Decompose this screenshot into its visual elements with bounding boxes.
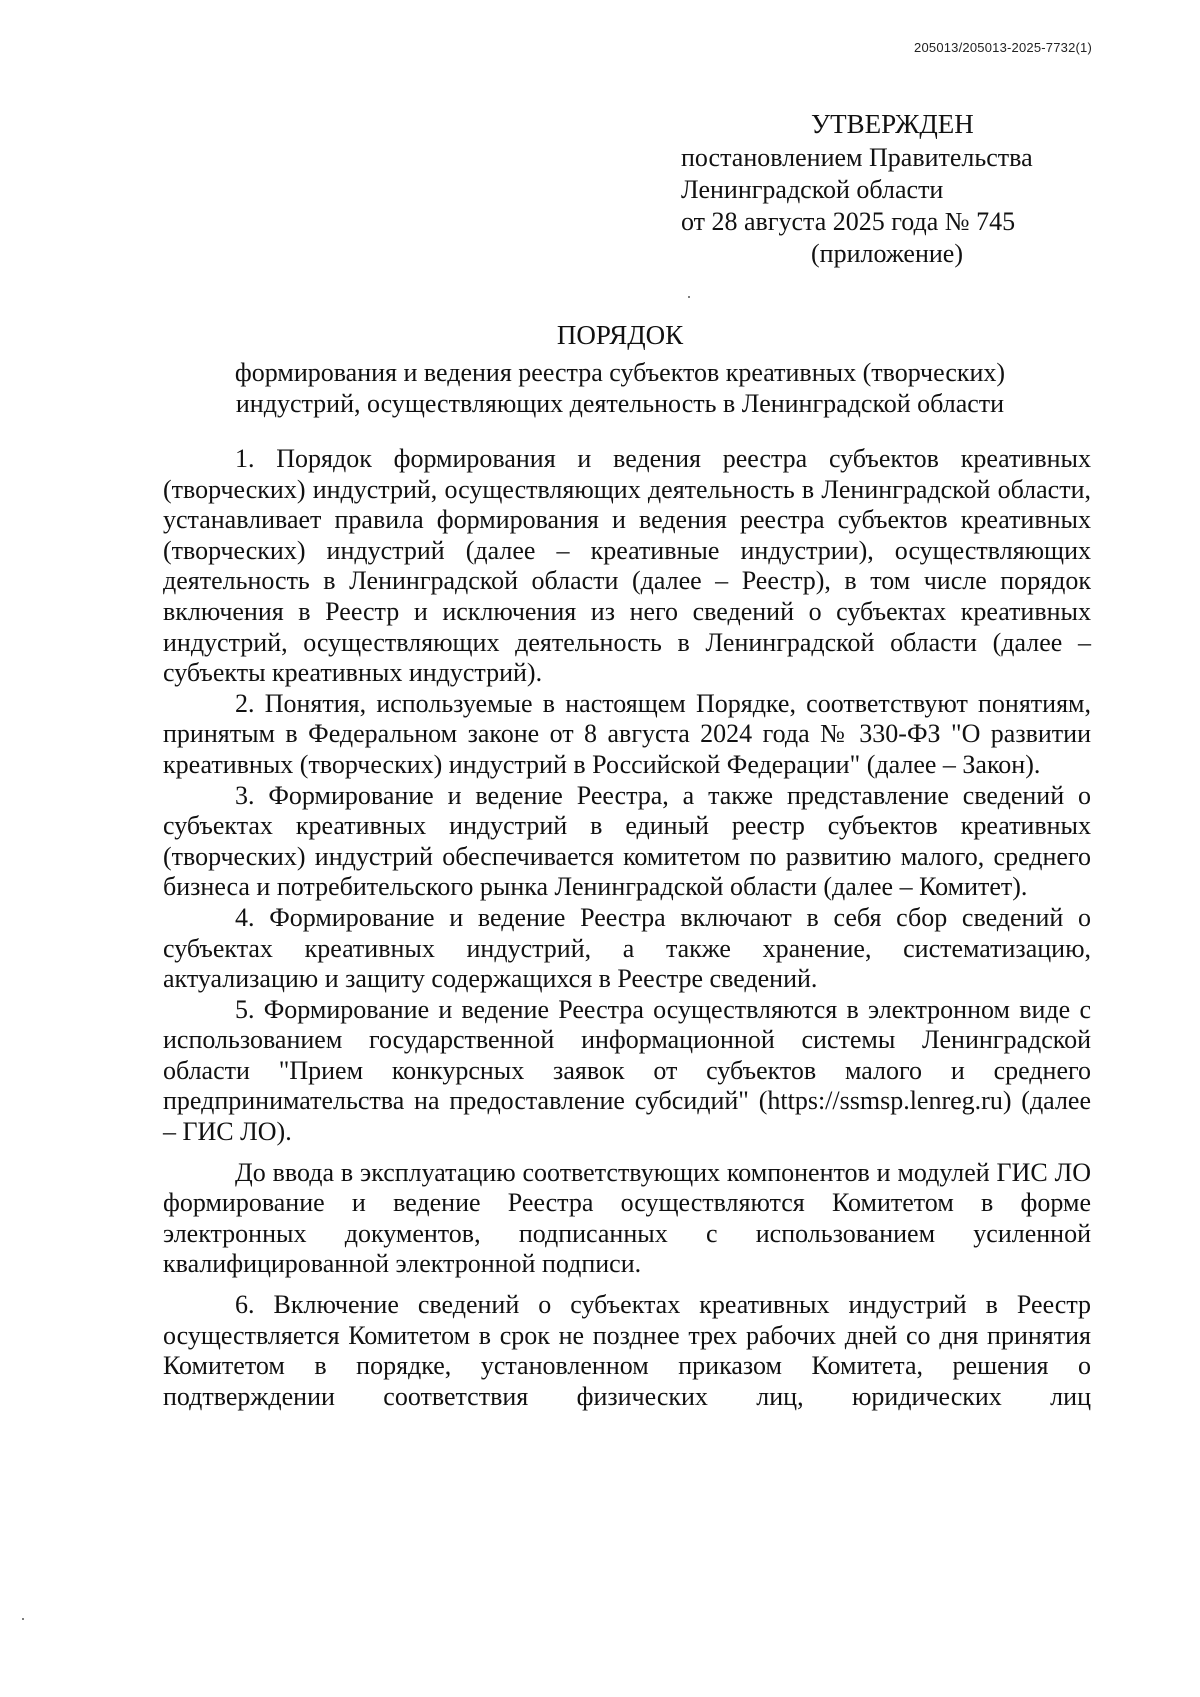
paragraph-5: 5. Формирование и ведение Реестра осуществляются в электронном виде с использованием государственной информационной системы Ленинградской области "Прием конкурсных заявок от субъектов малого и среднего предпринимательства на предоставление субсидий" (https://ssmsp.lenreg.ru) (далее – ГИС ЛО).	[163, 994, 1091, 1147]
approval-block	[681, 108, 1111, 270]
paragraph-4: 4. Формирование и ведение Реестра включают в себя сбор сведений о субъектах креативных индустрий, а также хранение, систематизацию, актуализацию и защиту содержащихся в Реестре сведений.	[163, 902, 1091, 994]
document-body	[163, 444, 1091, 1412]
paragraph-5-continued: До ввода в эксплуатацию соответствующих компонентов и модулей ГИС ЛО формирование и ведение Реестра осуществляются Комитетом в форме электронных документов, подписанных с использованием усиленной квалифицированной электронной подписи.	[163, 1157, 1091, 1279]
paragraph-6: 6. Включение сведений о субъектах креативных индустрий в Реестр осуществляется Комитетом в срок не позднее трех рабочих дней со дня принятия Комитетом в порядке, установленном приказом Комитета, решения о подтверждении соответствия физических лиц, юридических лиц	[163, 1290, 1091, 1411]
scan-speck	[688, 296, 690, 298]
title-line-2: индустрий, осуществляющих деятельность в Ленинградской области	[235, 389, 1005, 418]
title-heading: ПОРЯДОК	[556, 320, 684, 350]
paragraph-1: 1. Порядок формирования и ведения реестра субъектов креативных (творческих) индустрий, осуществляющих деятельность в Ленинградской области, устанавливает правила формирования и ведения реестра субъектов креативных (творческих) индустрий (далее – креативные индустрии), осуществляющих деятельность в Ленинградской области (далее – Реестр), в том числе порядок включения в Реестр и исключения из него сведений о субъектах креативных индустрий, осуществляющих деятельность в Ленинградской области (далее – субъекты креативных индустрий).	[163, 444, 1091, 688]
approval-line-1: постановлением Правительства	[681, 143, 1033, 172]
approval-line-3: от 28 августа 2025 года № 745	[681, 207, 1016, 236]
document-id-stamp: 205013/205013-2025-7732(1)	[914, 40, 1092, 55]
approval-line-2: Ленинградской области	[681, 175, 944, 204]
paragraph-2: 2. Понятия, используемые в настоящем Порядке, соответствуют понятиям, принятым в Федеральном законе от 8 августа 2024 года № 330-ФЗ "О развитии креативных (творческих) индустрий в Российской Федерации" (далее – Закон).	[163, 688, 1091, 779]
approval-appendix: (приложение)	[811, 239, 964, 268]
paragraph-3: 3. Формирование и ведение Реестра, а также представление сведений о субъектах креативных индустрий в единый реестр субъектов креативных (творческих) индустрий обеспечивается комитетом по развитию малого, среднего бизнеса и потребительского рынка Ленинградской области (далее – Комитет).	[163, 780, 1091, 902]
document-title	[160, 320, 1080, 419]
title-line-1: формирования и ведения реестра субъектов креативных (творческих)	[234, 358, 1006, 387]
approval-heading: УТВЕРЖДЕН	[811, 109, 974, 139]
scan-speck	[22, 1618, 24, 1620]
